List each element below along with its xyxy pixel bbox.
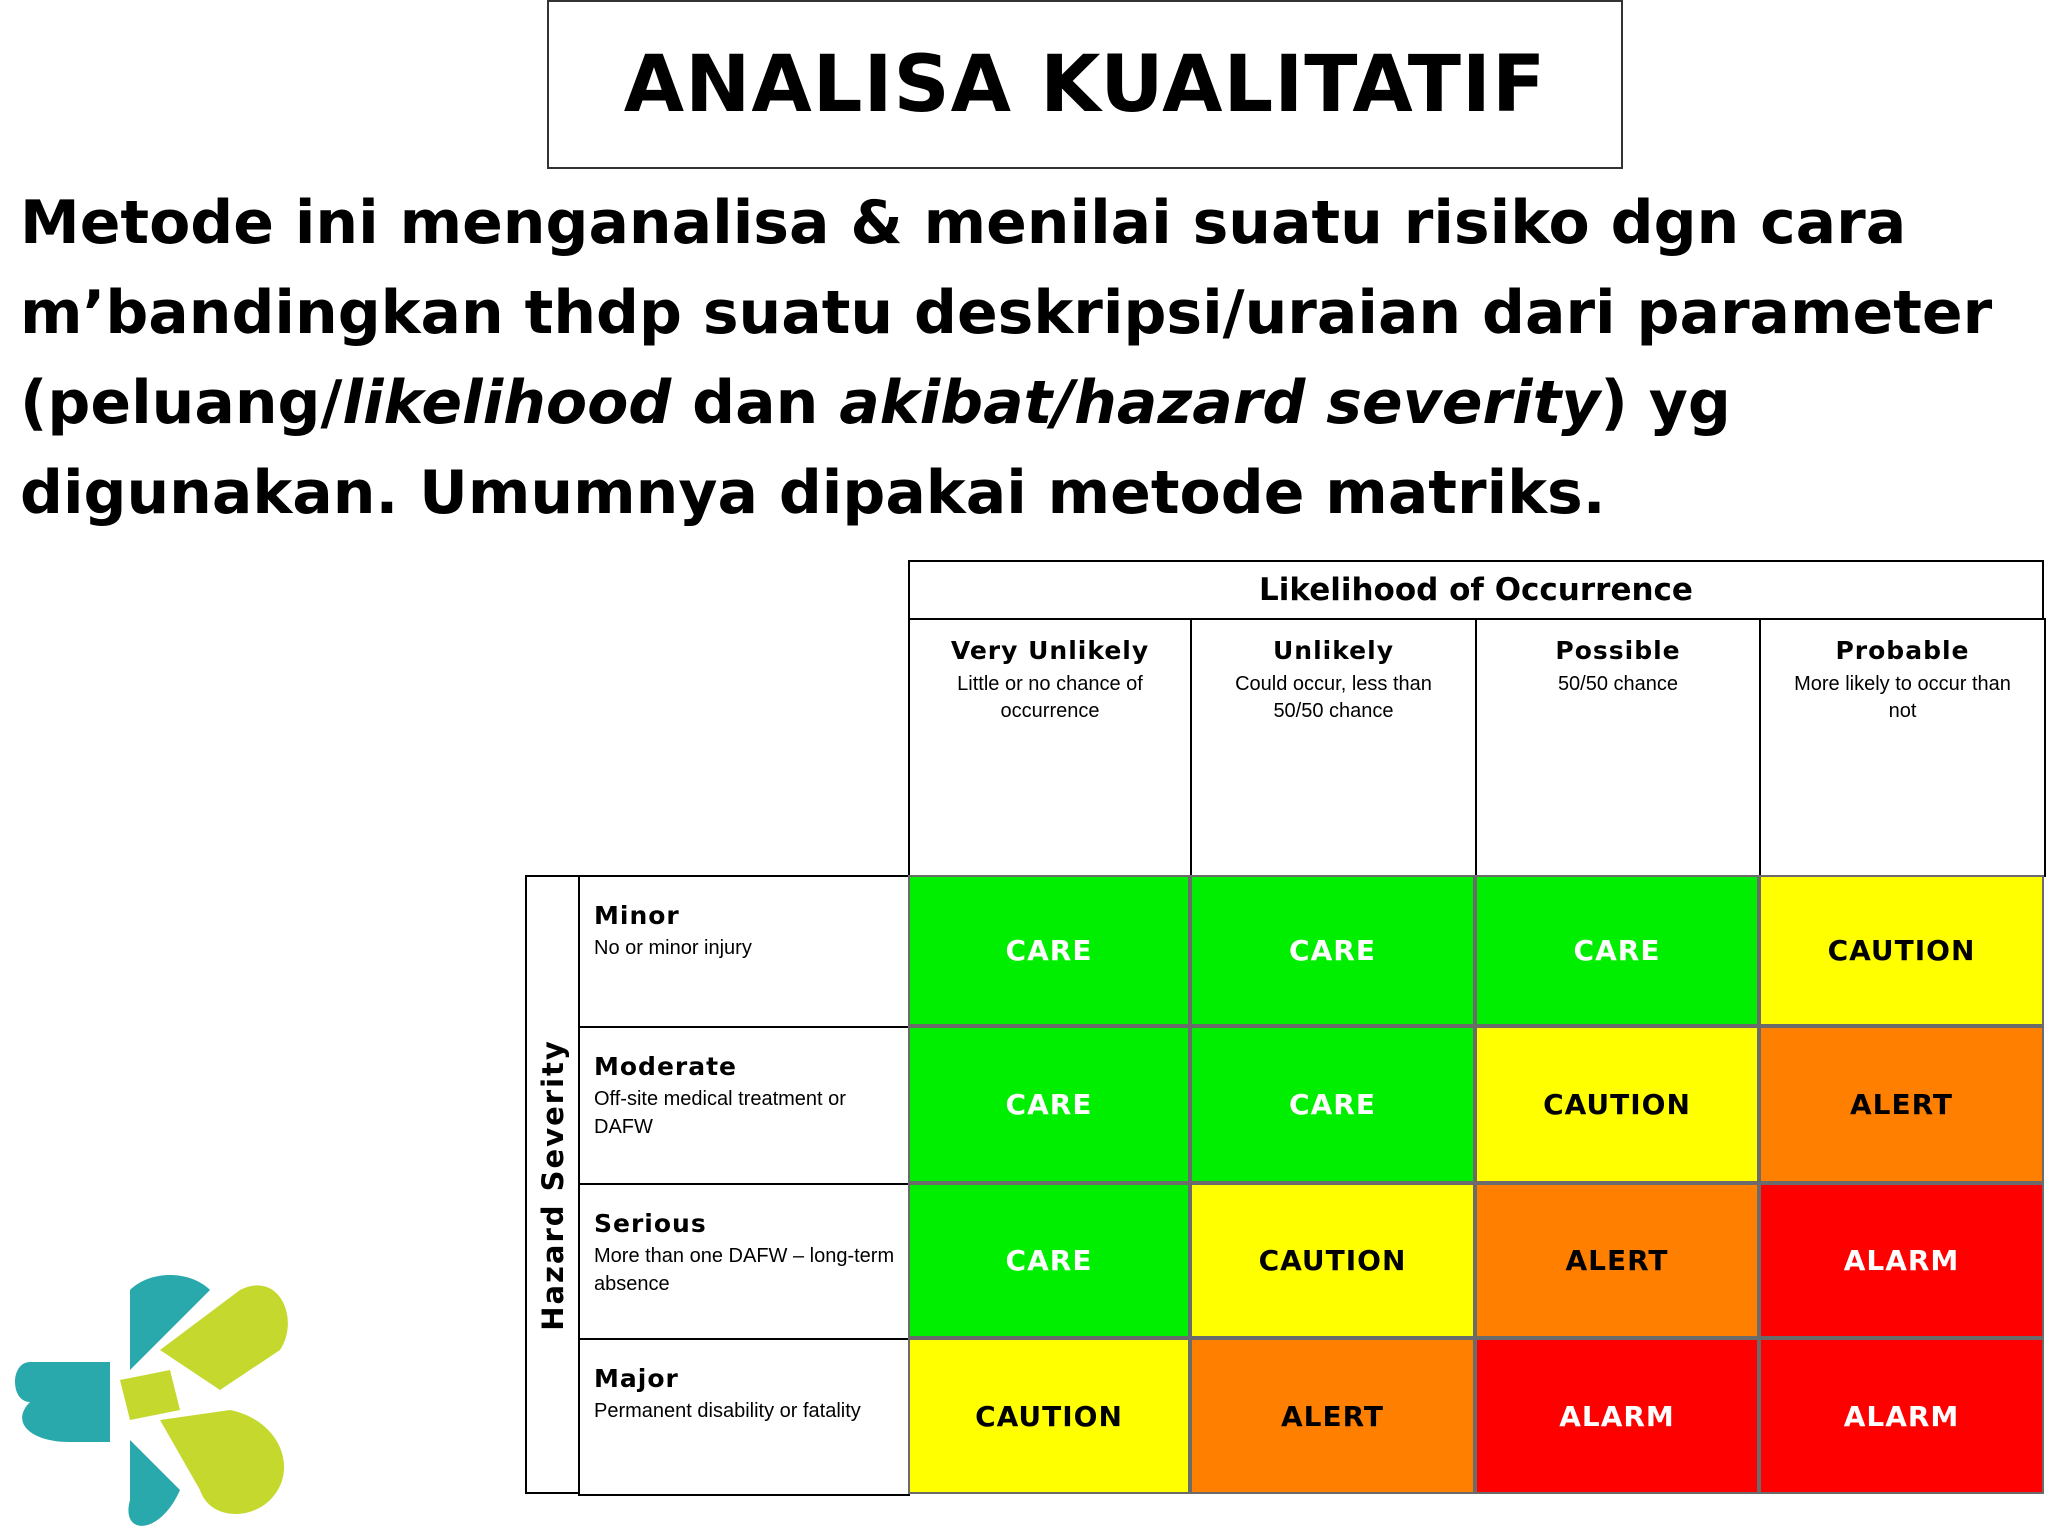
paragraph-line-2: m’bandingkan thdp suatu deskripsi/uraian dari parameter [20, 278, 1993, 348]
severity-axis-label: Hazard Severity [535, 1038, 570, 1331]
paragraph-line-3-part-c: dan [671, 368, 840, 438]
matrix-cell-label: CARE [1005, 934, 1093, 967]
matrix-cell [1475, 1338, 1759, 1494]
matrix-cell [1759, 1338, 2044, 1494]
matrix-cell-label: ALERT [1280, 1399, 1385, 1433]
title-box [547, 0, 1623, 169]
matrix-cell [1475, 1026, 1759, 1183]
paragraph-line-4: digunakan. Umumnya dipakai metode matriks. [20, 458, 1606, 528]
matrix-cell [1190, 1338, 1475, 1494]
severity-axis [525, 875, 580, 1494]
row-description: Off-site medical treatment or DAFW [594, 1088, 846, 1138]
column-title: Probable [1835, 636, 1970, 665]
matrix-cell [908, 1338, 1190, 1494]
row-header-3 [578, 1183, 910, 1340]
row-title: Minor [594, 901, 680, 930]
matrix-cell [908, 1183, 1190, 1338]
column-title: Very Unlikely [950, 636, 1150, 665]
matrix-cell-label: CARE [1005, 1088, 1093, 1121]
column-header-4 [1759, 618, 2046, 877]
matrix-cell [1190, 875, 1475, 1026]
paragraph-line-3-part-a: (peluang/ [20, 368, 343, 438]
matrix-cell-label: ALERT [1565, 1244, 1669, 1277]
matrix-cell-label: ALARM [1843, 1244, 1960, 1277]
paragraph-severity-term: akibat/hazard severity [839, 368, 1601, 438]
row-header-4 [578, 1338, 910, 1496]
matrix-cell-label: CAUTION [1543, 1088, 1691, 1121]
matrix-cell-label: ALERT [1849, 1088, 1954, 1121]
column-description: Could occur, less than 50/50 chance [1235, 673, 1432, 722]
page-title: ANALISA KUALITATIF [623, 39, 1547, 130]
logo-lime-center [120, 1370, 180, 1420]
paragraph-likelihood-term: likelihood [342, 368, 672, 438]
matrix-cell-label: CAUTION [1258, 1244, 1407, 1277]
logo-teal-bottom-petal [128, 1440, 180, 1526]
matrix-cell [1759, 1026, 2044, 1183]
matrix-cell [1475, 1183, 1759, 1338]
column-header-3 [1475, 618, 1761, 877]
row-description: Permanent disability or fatality [594, 1400, 861, 1422]
paragraph-line-1: Metode ini menganalisa & menilai suatu risiko dgn cara [20, 188, 1907, 258]
logo-lime-bottom-petal [160, 1410, 284, 1514]
likelihood-header [908, 560, 2044, 620]
matrix-cell [1759, 875, 2044, 1026]
column-description: 50/50 chance [1557, 673, 1679, 695]
row-description: No or minor injury [594, 937, 752, 959]
matrix-cell [908, 1026, 1190, 1183]
matrix-cell-label: CARE [1289, 1088, 1376, 1121]
column-description: Little or no chance of occurrence [957, 673, 1143, 722]
ministry-logo-icon [10, 1270, 300, 1536]
matrix-cell-label: CAUTION [975, 1399, 1123, 1433]
row-header-2 [578, 1026, 910, 1185]
column-title: Unlikely [1272, 636, 1394, 665]
description-paragraph [20, 178, 2040, 538]
row-title: Moderate [594, 1052, 738, 1081]
matrix-cell [908, 875, 1190, 1026]
paragraph-line-3-part-e: ) yg [1600, 368, 1731, 438]
matrix-cell-label: ALARM [1843, 1399, 1960, 1433]
matrix-cell-label: CARE [1005, 1244, 1093, 1277]
column-header-1 [908, 618, 1192, 877]
matrix-cell [1475, 875, 1759, 1026]
row-header-1 [578, 875, 910, 1028]
column-title: Possible [1555, 636, 1681, 665]
paragraph-line-3 [20, 358, 2040, 448]
column-header-2 [1190, 618, 1477, 877]
matrix-cell [1190, 1183, 1475, 1338]
logo-teal-left-petal [15, 1362, 110, 1442]
row-title: Major [594, 1364, 679, 1393]
matrix-cell [1759, 1183, 2044, 1338]
matrix-cell-label: CARE [1573, 934, 1661, 967]
column-description: More likely to occur than not [1794, 673, 2011, 722]
matrix-cell-label: CARE [1289, 934, 1376, 967]
row-title: Serious [594, 1209, 707, 1238]
likelihood-header-label: Likelihood of Occurrence [1259, 572, 1693, 608]
row-description: More than one DAFW – long-term absence [594, 1245, 895, 1295]
matrix-cell [1190, 1026, 1475, 1183]
matrix-cell-label: ALARM [1559, 1399, 1675, 1433]
matrix-cell-label: CAUTION [1827, 934, 1976, 967]
